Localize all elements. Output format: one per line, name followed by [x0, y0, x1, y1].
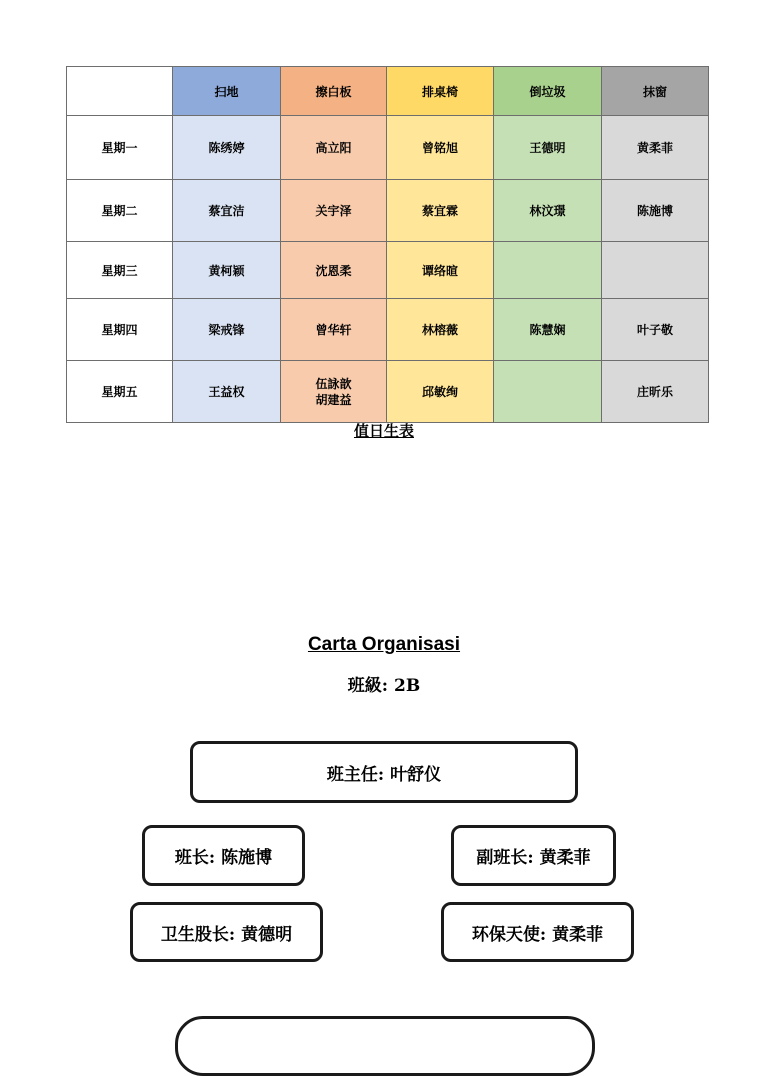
table-cell: 陈慧娴 [494, 299, 602, 361]
table-cell: 陈绣婷 [173, 116, 281, 180]
table-row [67, 361, 709, 423]
header-cell: 排桌椅 [387, 67, 494, 116]
table-row [67, 180, 709, 242]
table-cell: 黄柯颖 [173, 242, 281, 299]
table-cell: 梁戒锋 [173, 299, 281, 361]
table-cell: 关宇泽 [281, 180, 387, 242]
duty-roster-table [66, 66, 709, 423]
day-cell: 星期四 [67, 299, 173, 361]
org-chart-title [0, 634, 768, 656]
table-cell: 林汶璟 [494, 180, 602, 242]
table-caption [0, 420, 768, 441]
table-row [67, 116, 709, 180]
table-cell: 伍詠歆 胡建益 [281, 361, 387, 423]
header-cell: 擦白板 [281, 67, 387, 116]
table-cell [494, 361, 602, 423]
day-cell: 星期三 [67, 242, 173, 299]
table-cell [494, 242, 602, 299]
header-cell [67, 67, 173, 116]
table-cell: 曾铭旭 [387, 116, 494, 180]
day-cell: 星期五 [67, 361, 173, 423]
class-teacher-box: 班主任: 叶舒仪 [190, 741, 578, 803]
table-row [67, 299, 709, 361]
class-monitor-box: 班长: 陈施博 [142, 825, 305, 886]
bottom-box [175, 1016, 595, 1076]
table-cell: 叶子敬 [602, 299, 709, 361]
hygiene-head-box: 卫生股长: 黄德明 [130, 902, 323, 962]
table-cell: 王益权 [173, 361, 281, 423]
table-cell: 蔡宜洁 [173, 180, 281, 242]
day-cell: 星期一 [67, 116, 173, 180]
table-cell: 庄昕乐 [602, 361, 709, 423]
table-row [67, 242, 709, 299]
table-cell: 林榕薇 [387, 299, 494, 361]
table-header-row [67, 67, 709, 116]
org-chart-title-text: Carta Organisasi [307, 634, 461, 655]
table-cell: 蔡宜霖 [387, 180, 494, 242]
class-label: 班級: 2B [347, 676, 421, 696]
table-cell: 王德明 [494, 116, 602, 180]
table-cell: 陈施博 [602, 180, 709, 242]
header-cell: 扫地 [173, 67, 281, 116]
table-cell: 曾华轩 [281, 299, 387, 361]
table-cell: 高立阳 [281, 116, 387, 180]
table-caption-text: 值日生表 [353, 422, 414, 440]
table-cell: 谭络暄 [387, 242, 494, 299]
day-cell: 星期二 [67, 180, 173, 242]
header-cell: 倒垃圾 [494, 67, 602, 116]
table-cell: 沈恩柔 [281, 242, 387, 299]
environment-angel-box: 环保天使: 黄柔菲 [441, 902, 634, 962]
vice-monitor-box: 副班长: 黄柔菲 [451, 825, 616, 886]
table-cell [602, 242, 709, 299]
table-cell: 邱敏绚 [387, 361, 494, 423]
table-cell: 黄柔菲 [602, 116, 709, 180]
header-cell: 抹窗 [602, 67, 709, 116]
